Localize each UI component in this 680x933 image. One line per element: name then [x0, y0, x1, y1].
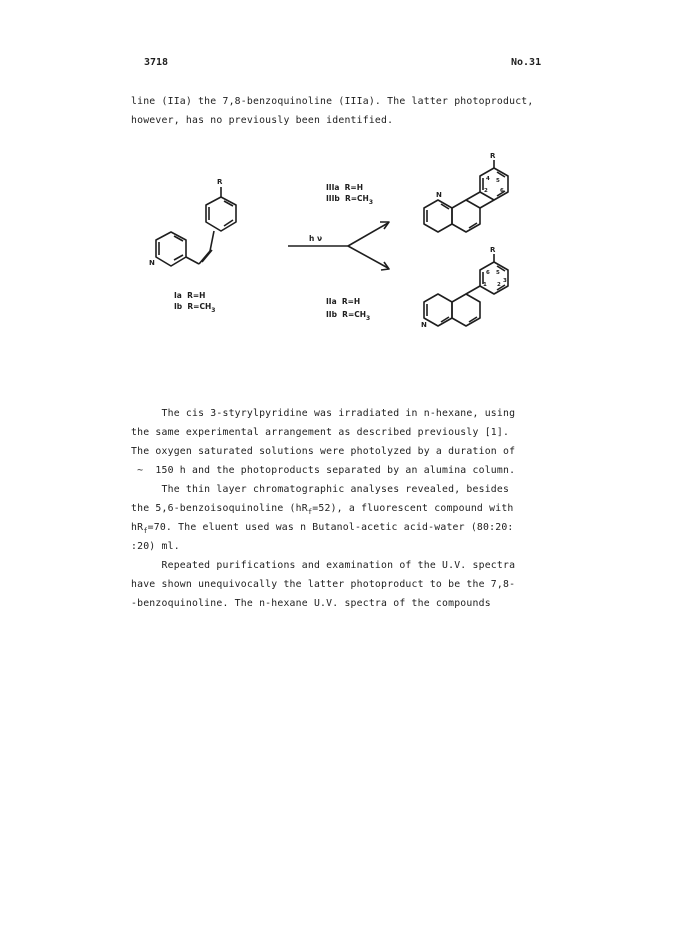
nitrogen-lower: N	[421, 321, 427, 329]
substituent-R-start: R	[217, 178, 223, 186]
body-line: -benzoquinoline. The n-hexane U.V. spectra of the compounds	[131, 598, 491, 609]
body-line: $hR_f=70$. The eluent used was n Butanol-acetic acid-water (80:20:	[131, 522, 514, 535]
ring-number: 3	[503, 278, 507, 284]
page-number: 3718	[144, 57, 169, 68]
ring-number: 5	[496, 270, 500, 276]
nitrogen-start: N	[149, 259, 155, 267]
label-IIa: IIa R=H	[326, 297, 361, 306]
pyridine-ring	[156, 232, 186, 266]
label-Ib: Ib $R=CH_3$	[174, 302, 216, 314]
label-Ia: Ia R=H	[174, 291, 206, 300]
irradiation-label: h ν	[309, 234, 323, 243]
ring-number: 5	[496, 178, 500, 184]
body-line: have shown unequivocally the latter photoproduct to be the 7,8-	[131, 579, 516, 590]
product-upper-ring-b	[452, 200, 480, 232]
arrow-lower	[348, 246, 388, 268]
product-upper-ring-c	[480, 168, 508, 200]
phenyl-ring	[206, 197, 236, 231]
label-IIIa: IIIa R=H	[326, 183, 363, 192]
nitrogen-upper: N	[436, 191, 442, 199]
product-lower-ring-b	[452, 294, 480, 326]
body-line: The cis 3-styrylpyridine was irradiated in n-hexane, using	[131, 408, 516, 419]
product-upper-ring-a	[424, 200, 452, 232]
body-line: the 5,6-benzoisoquinoline $(hR_f=52)$, a fluorescent compound with	[131, 503, 514, 516]
body-line: the same experimental arrangement as described previously [1].	[131, 427, 510, 438]
body-line: ~ 150 h and the photoproducts separated by an alumina column.	[131, 465, 516, 476]
ring-number: 2	[497, 282, 501, 288]
ring-number: 2	[484, 188, 488, 194]
intro-line-1: line (IIa) the 7,8-benzoquinoline (IIIa). The latter photoproduct,	[131, 96, 534, 107]
substituent-R-upper: R	[490, 152, 496, 160]
substituent-R-lower: R	[490, 246, 496, 254]
arrow-upper	[348, 223, 388, 246]
body-line: Repeated purifications and examination of the U.V. spectra	[131, 560, 516, 571]
intro-line-2: however, has no previously been identified.	[131, 115, 394, 126]
journal-issue-number: No.31	[511, 57, 542, 68]
body-line: The thin layer chromatographic analyses revealed, besides	[131, 484, 510, 495]
body-line: :20) ml.	[131, 541, 180, 552]
ring-number: 6	[486, 270, 490, 276]
label-IIIb: IIIb $R=CH_3$	[326, 194, 373, 206]
label-IIb: IIb $R=CH_3$	[326, 310, 371, 322]
ring-number: 1	[483, 282, 487, 288]
body-line: The oxygen saturated solutions were photolyzed by a duration of	[131, 446, 516, 457]
ring-number: 6	[500, 188, 504, 194]
ring-number: 4	[486, 176, 490, 182]
product-lower-ring-a	[424, 294, 452, 326]
